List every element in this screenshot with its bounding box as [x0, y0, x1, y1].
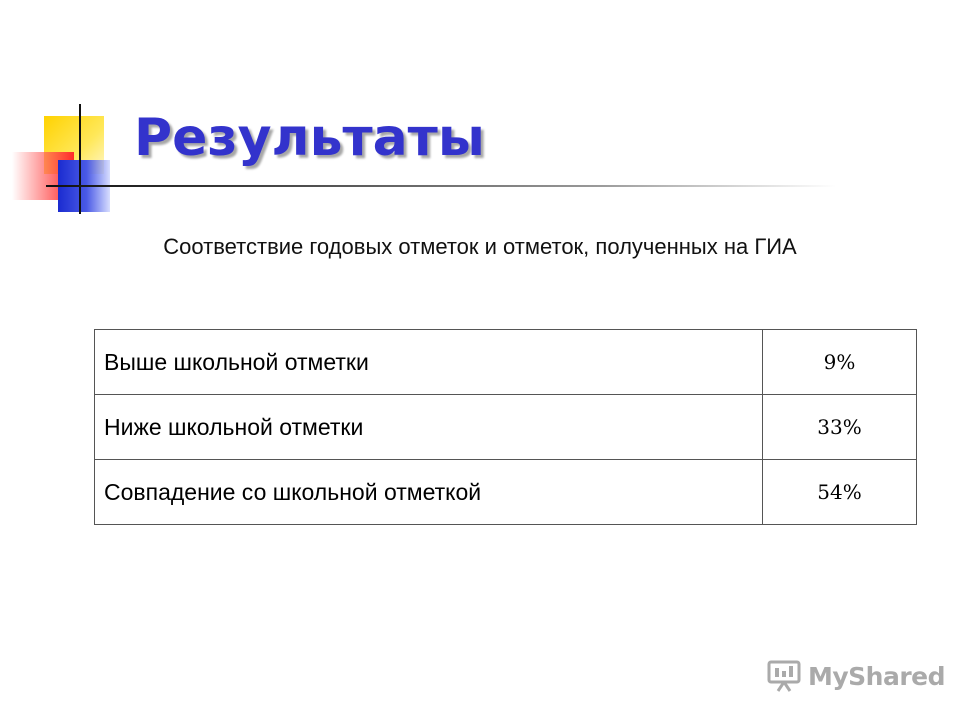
table-row: [95, 395, 917, 460]
table-row: [95, 330, 917, 395]
title-underline: [46, 185, 836, 187]
row-label: Выше школьной отметки: [95, 330, 763, 395]
presentation-board-icon: [766, 658, 802, 694]
results-table: [94, 329, 917, 525]
table-row: [95, 460, 917, 525]
row-value: 54%: [763, 460, 917, 525]
row-label: Ниже школьной отметки: [95, 395, 763, 460]
slide-title: Результаты: [134, 108, 485, 168]
watermark: [766, 656, 945, 696]
watermark-text: MyShared: [808, 661, 946, 691]
decor-vertical-line: [79, 104, 81, 214]
row-value: 33%: [763, 395, 917, 460]
row-value: 9%: [763, 330, 917, 395]
row-label: Совпадение со школьной отметкой: [95, 460, 763, 525]
slide-subtitle: Соответствие годовых отметок и отметок, полученных на ГИА: [163, 234, 797, 259]
